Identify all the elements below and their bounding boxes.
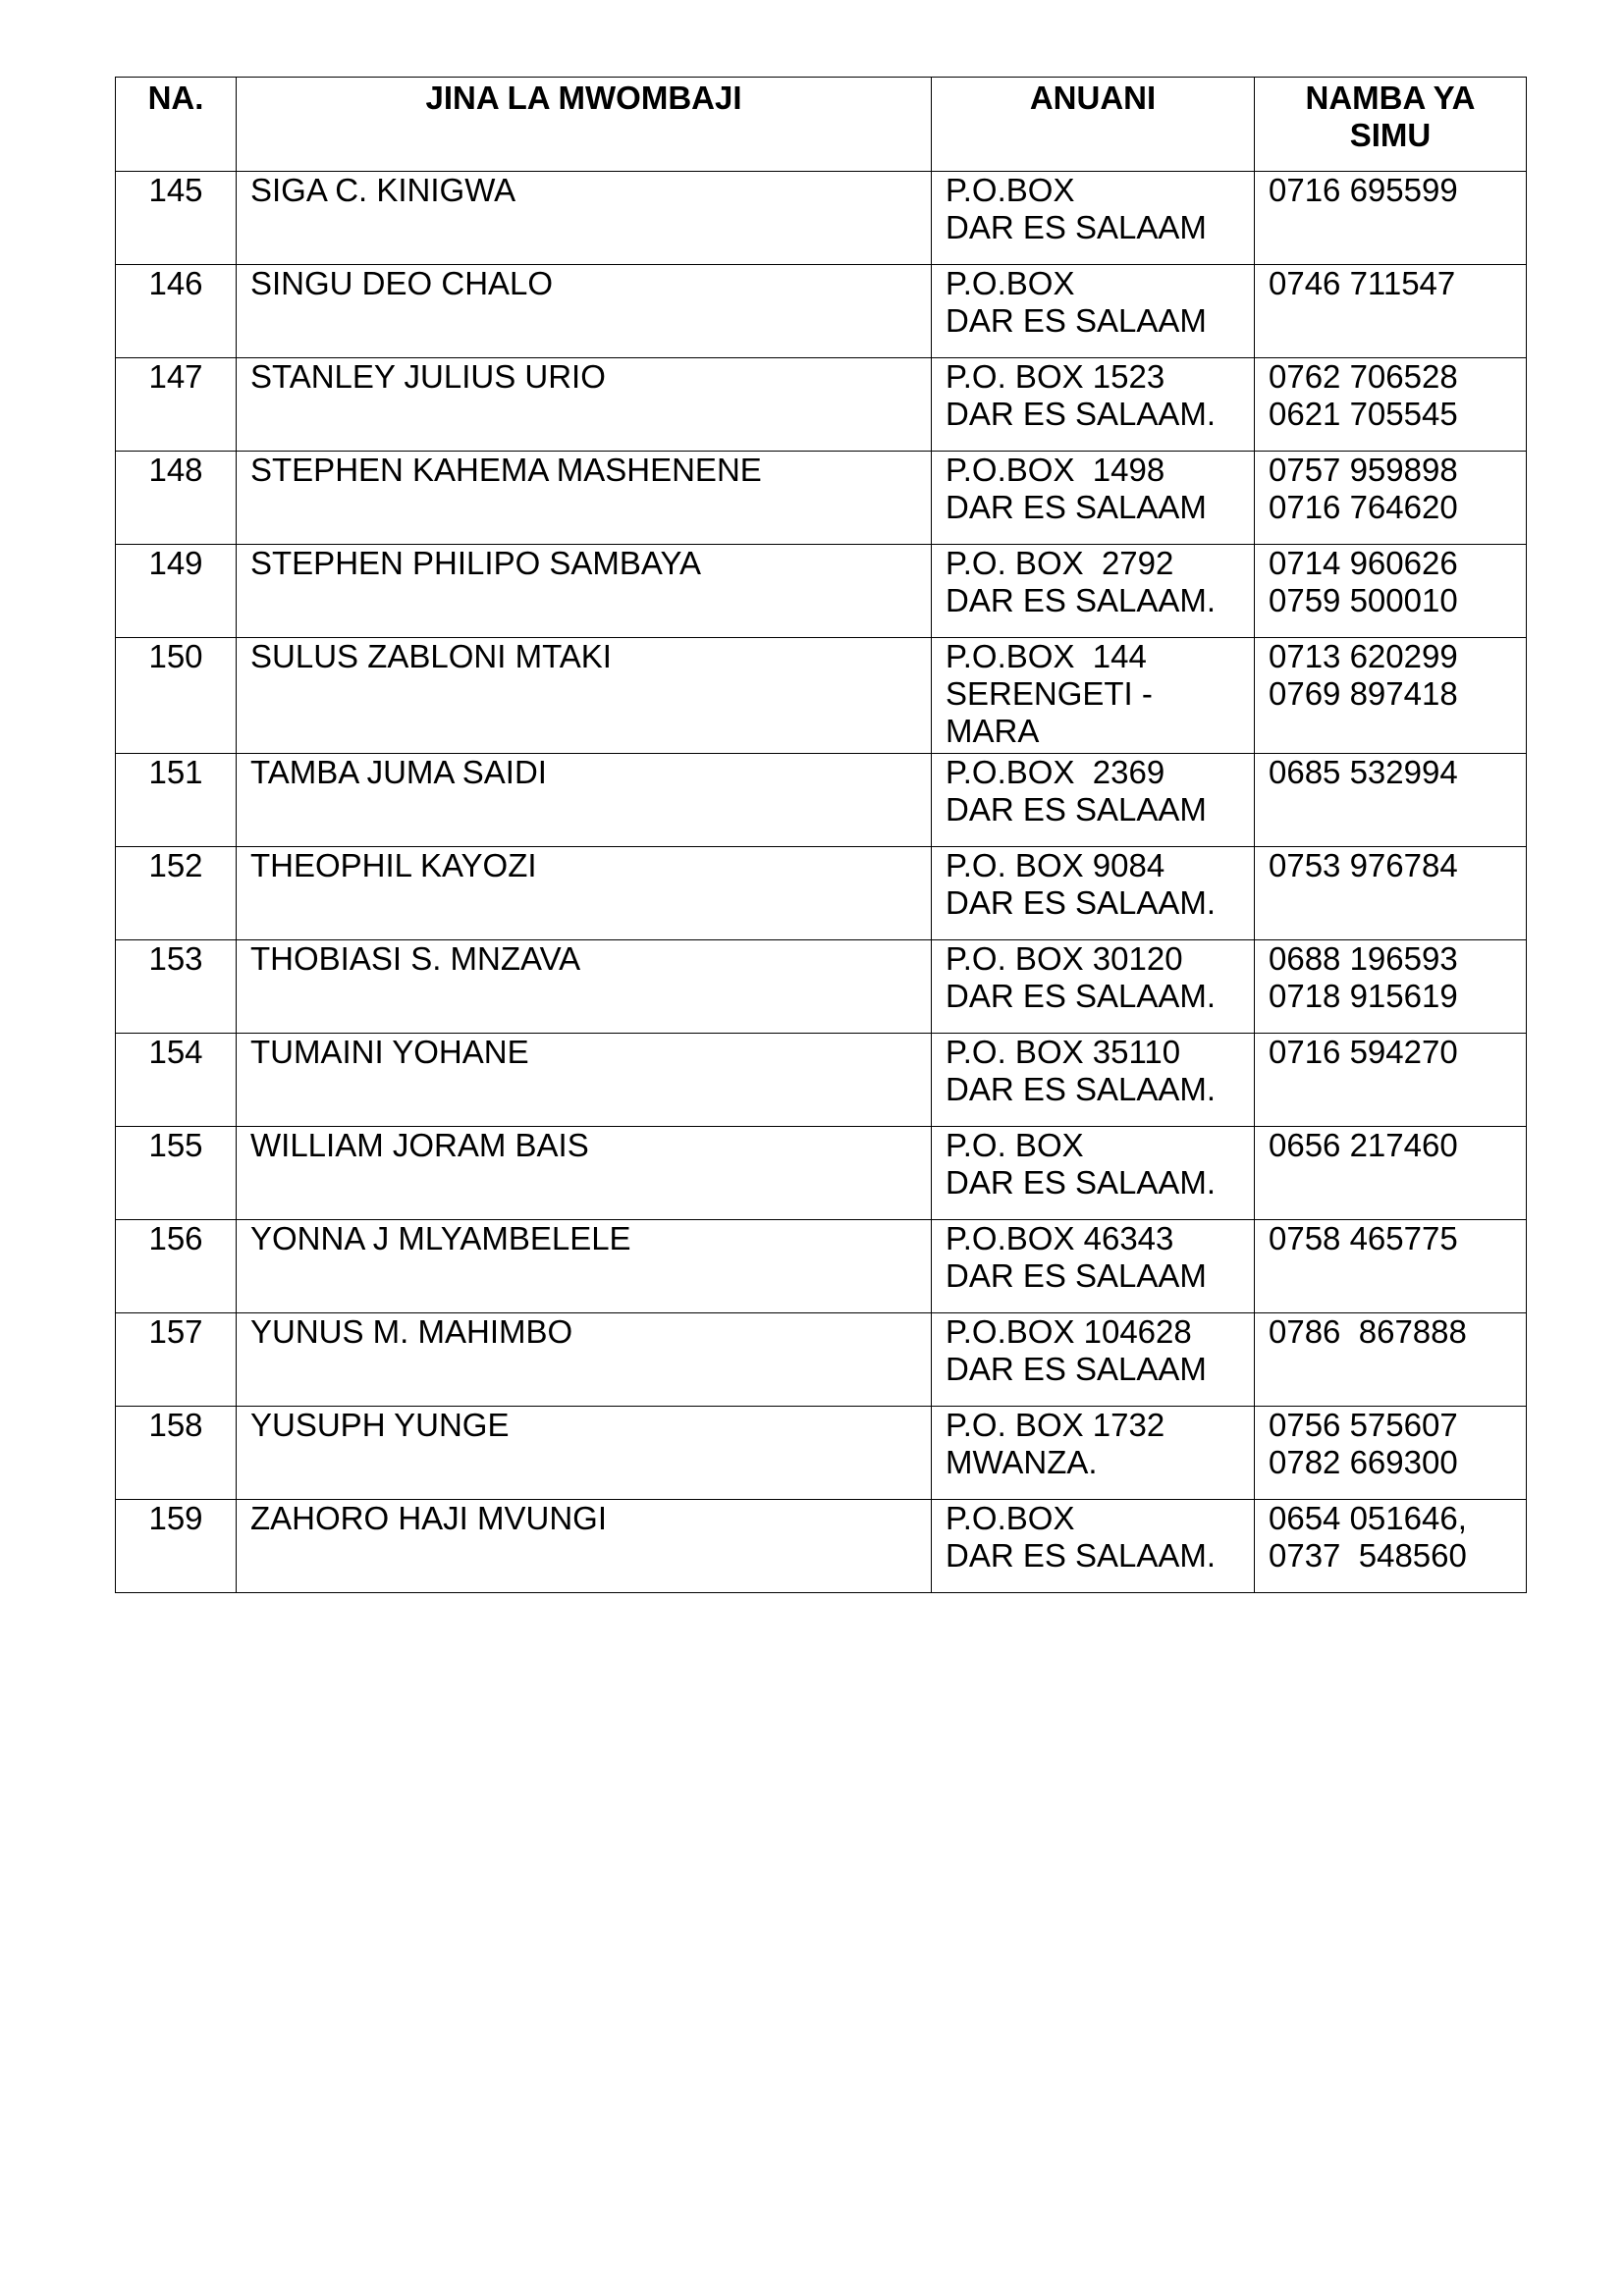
- address-line: DAR ES SALAAM.: [946, 1537, 1217, 1574]
- applicant-address: [932, 940, 1255, 1034]
- phone-number: 0759 500010: [1269, 582, 1458, 618]
- phone-number: 0621 705545: [1269, 396, 1458, 432]
- applicant-name: ZAHORO HAJI MVUNGI: [237, 1500, 932, 1593]
- address-line: P.O.BOX 144: [946, 638, 1147, 674]
- address-line: DAR ES SALAAM.: [946, 396, 1217, 432]
- phone-number: 0714 960626: [1269, 545, 1458, 581]
- applicant-name: STEPHEN PHILIPO SAMBAYA: [237, 545, 932, 638]
- applicant-phone: [1255, 358, 1527, 452]
- applicant-address: [932, 1500, 1255, 1593]
- row-number: 149: [116, 545, 237, 638]
- address-line: P.O.BOX: [946, 172, 1075, 208]
- applicant-address: [932, 638, 1255, 754]
- address-line: P.O. BOX 35110: [946, 1034, 1181, 1070]
- row-number: 157: [116, 1313, 237, 1407]
- phone-number: 0713 620299: [1269, 638, 1458, 674]
- applicant-address: [932, 754, 1255, 847]
- row-number: 147: [116, 358, 237, 452]
- address-line: DAR ES SALAAM: [946, 1257, 1207, 1294]
- phone-number: 0746 711547: [1269, 265, 1456, 301]
- phone-number: 0756 575607: [1269, 1407, 1458, 1443]
- applicant-name: STEPHEN KAHEMA MASHENENE: [237, 452, 932, 545]
- table-row: [116, 358, 1527, 452]
- applicant-name: SINGU DEO CHALO: [237, 265, 932, 358]
- applicant-phone: [1255, 638, 1527, 754]
- table-row: [116, 265, 1527, 358]
- table-row: [116, 847, 1527, 940]
- applicant-name: SIGA C. KINIGWA: [237, 172, 932, 265]
- table-row: [116, 1220, 1527, 1313]
- applicant-phone: [1255, 172, 1527, 265]
- applicant-name: TAMBA JUMA SAIDI: [237, 754, 932, 847]
- address-line: MWANZA.: [946, 1444, 1098, 1480]
- applicant-address: [932, 265, 1255, 358]
- address-line: P.O.BOX: [946, 1500, 1075, 1536]
- row-number: 148: [116, 452, 237, 545]
- address-line: P.O. BOX 1732: [946, 1407, 1165, 1443]
- address-line: SERENGETI -: [946, 675, 1153, 712]
- applicant-phone: [1255, 452, 1527, 545]
- address-line: DAR ES SALAAM.: [946, 978, 1217, 1014]
- row-number: 146: [116, 265, 237, 358]
- phone-number: 0688 196593: [1269, 940, 1458, 977]
- applicant-name: STANLEY JULIUS URIO: [237, 358, 932, 452]
- table-row: [116, 638, 1527, 754]
- phone-number: 0753 976784: [1269, 847, 1458, 883]
- address-line: DAR ES SALAAM: [946, 1351, 1207, 1387]
- applicant-phone: [1255, 754, 1527, 847]
- address-line: DAR ES SALAAM.: [946, 1164, 1217, 1201]
- phone-number: 0757 959898: [1269, 452, 1458, 488]
- table-row: [116, 172, 1527, 265]
- header-applicant-name: JINA LA MWOMBAJI: [237, 78, 932, 172]
- row-number: 154: [116, 1034, 237, 1127]
- header-number: NA.: [116, 78, 237, 172]
- applicant-address: [932, 172, 1255, 265]
- table-row: [116, 1313, 1527, 1407]
- table-row: [116, 1127, 1527, 1220]
- phone-number: 0654 051646,: [1269, 1500, 1467, 1536]
- applicant-phone: [1255, 1220, 1527, 1313]
- address-line: P.O. BOX 30120: [946, 940, 1183, 977]
- phone-number: 0769 897418: [1269, 675, 1458, 712]
- applicants-table: [115, 77, 1527, 1593]
- table-header-row: [116, 78, 1527, 172]
- applicant-address: [932, 1034, 1255, 1127]
- row-number: 151: [116, 754, 237, 847]
- phone-number: 0685 532994: [1269, 754, 1458, 790]
- applicant-phone: [1255, 1500, 1527, 1593]
- phone-number: 0716 695599: [1269, 172, 1458, 208]
- applicant-name: THEOPHIL KAYOZI: [237, 847, 932, 940]
- phone-number: 0782 669300: [1269, 1444, 1458, 1480]
- header-address: ANUANI: [932, 78, 1255, 172]
- applicant-address: [932, 452, 1255, 545]
- address-line: DAR ES SALAAM: [946, 791, 1207, 828]
- address-line: P.O.BOX 46343: [946, 1220, 1174, 1256]
- applicant-phone: [1255, 1407, 1527, 1500]
- table-body: [116, 172, 1527, 1593]
- phone-number: 0737 548560: [1269, 1537, 1467, 1574]
- address-line: P.O. BOX 2792: [946, 545, 1174, 581]
- address-line: DAR ES SALAAM.: [946, 884, 1217, 921]
- applicant-name: SULUS ZABLONI MTAKI: [237, 638, 932, 754]
- address-line: P.O.BOX 2369: [946, 754, 1165, 790]
- row-number: 159: [116, 1500, 237, 1593]
- phone-number: 0786 867888: [1269, 1313, 1467, 1350]
- address-line: P.O.BOX 1498: [946, 452, 1165, 488]
- address-line: DAR ES SALAAM.: [946, 1071, 1217, 1107]
- table-row: [116, 1034, 1527, 1127]
- applicant-address: [932, 1220, 1255, 1313]
- applicant-name: WILLIAM JORAM BAIS: [237, 1127, 932, 1220]
- row-number: 158: [116, 1407, 237, 1500]
- address-line: P.O. BOX 9084: [946, 847, 1165, 883]
- row-number: 155: [116, 1127, 237, 1220]
- table-row: [116, 754, 1527, 847]
- applicant-name: YUSUPH YUNGE: [237, 1407, 932, 1500]
- address-line: DAR ES SALAAM: [946, 489, 1207, 525]
- applicant-phone: [1255, 265, 1527, 358]
- applicant-phone: [1255, 1034, 1527, 1127]
- phone-number: 0718 915619: [1269, 978, 1458, 1014]
- phone-number: 0762 706528: [1269, 358, 1458, 395]
- row-number: 145: [116, 172, 237, 265]
- applicant-phone: [1255, 1127, 1527, 1220]
- row-number: 156: [116, 1220, 237, 1313]
- phone-number: 0716 764620: [1269, 489, 1458, 525]
- address-line: MARA: [946, 713, 1040, 749]
- applicant-address: [932, 1313, 1255, 1407]
- table-row: [116, 1407, 1527, 1500]
- applicant-address: [932, 1407, 1255, 1500]
- address-line: P.O. BOX 1523: [946, 358, 1165, 395]
- header-phone-number: [1255, 78, 1527, 172]
- header-phone-line-2: SIMU: [1349, 117, 1432, 153]
- address-line: P.O.BOX 104628: [946, 1313, 1192, 1350]
- row-number: 150: [116, 638, 237, 754]
- address-line: DAR ES SALAAM.: [946, 582, 1217, 618]
- address-line: P.O. BOX: [946, 1127, 1084, 1163]
- address-line: P.O.BOX: [946, 265, 1075, 301]
- table-row: [116, 940, 1527, 1034]
- row-number: 152: [116, 847, 237, 940]
- phone-number: 0716 594270: [1269, 1034, 1458, 1070]
- applicant-name: YUNUS M. MAHIMBO: [237, 1313, 932, 1407]
- phone-number: 0656 217460: [1269, 1127, 1458, 1163]
- applicant-phone: [1255, 545, 1527, 638]
- applicant-name: THOBIASI S. MNZAVA: [237, 940, 932, 1034]
- applicant-name: YONNA J MLYAMBELELE: [237, 1220, 932, 1313]
- applicant-phone: [1255, 940, 1527, 1034]
- applicant-name: TUMAINI YOHANE: [237, 1034, 932, 1127]
- applicant-address: [932, 358, 1255, 452]
- applicant-address: [932, 1127, 1255, 1220]
- header-phone-line-1: NAMBA YA: [1305, 80, 1476, 116]
- applicant-address: [932, 847, 1255, 940]
- row-number: 153: [116, 940, 237, 1034]
- table-row: [116, 1500, 1527, 1593]
- table-row: [116, 452, 1527, 545]
- address-line: DAR ES SALAAM: [946, 209, 1207, 245]
- applicant-address: [932, 545, 1255, 638]
- applicant-phone: [1255, 1313, 1527, 1407]
- applicant-phone: [1255, 847, 1527, 940]
- table-row: [116, 545, 1527, 638]
- phone-number: 0758 465775: [1269, 1220, 1458, 1256]
- address-line: DAR ES SALAAM: [946, 302, 1207, 339]
